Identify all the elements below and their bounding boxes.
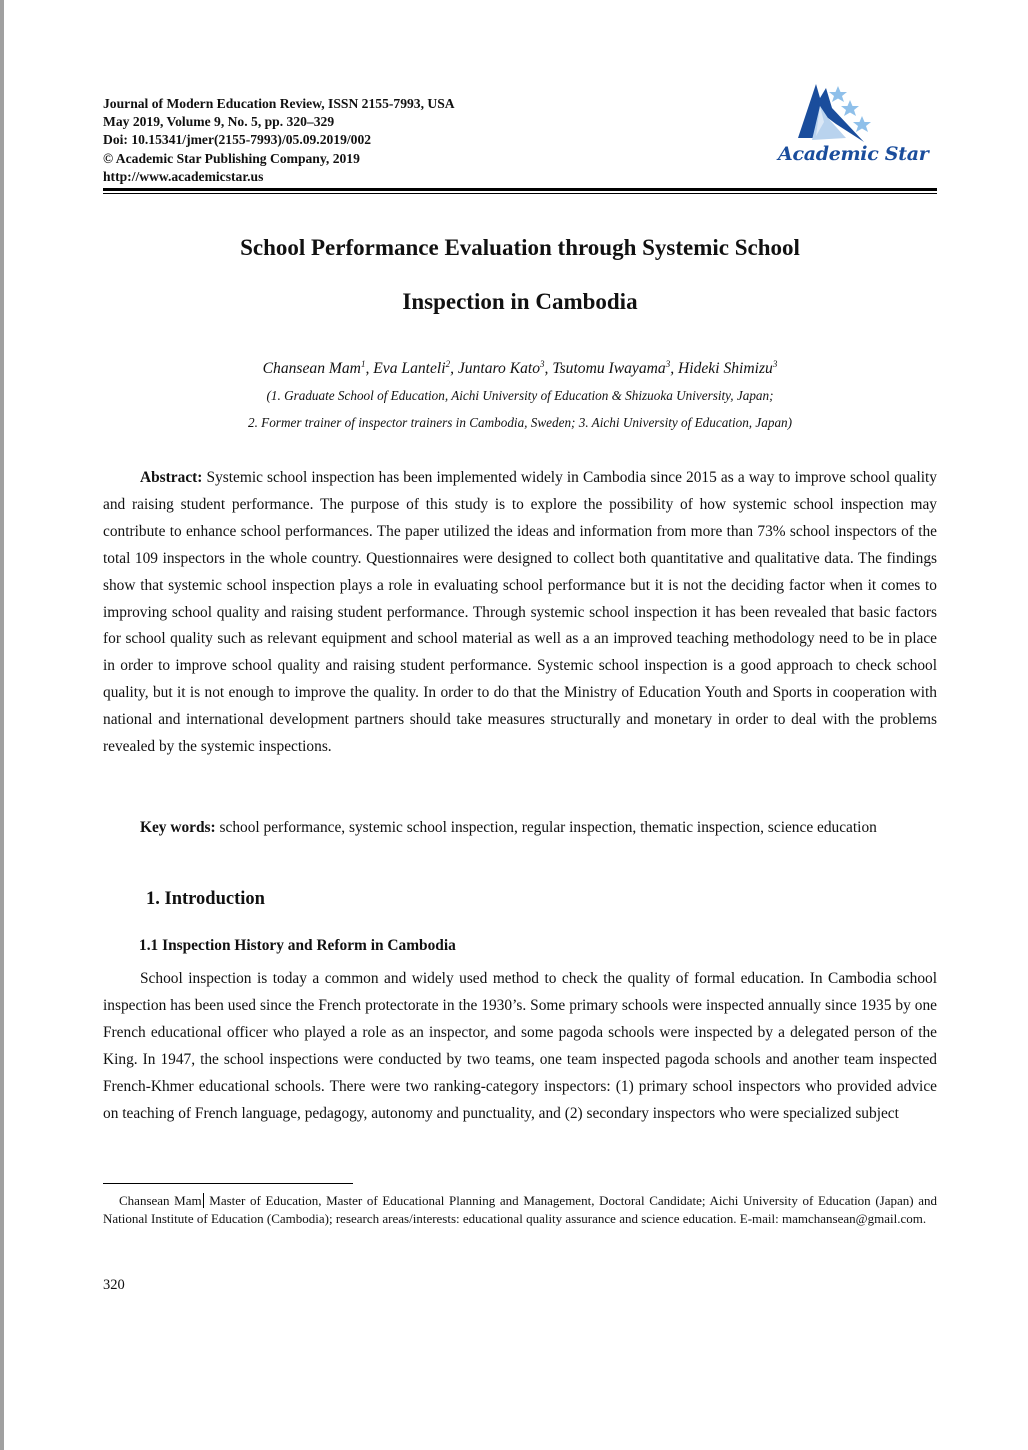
footnote-author-name: Chansean Mam [119, 1193, 202, 1208]
text-cursor [203, 1193, 204, 1208]
keywords-label: Key words: [140, 819, 216, 836]
academic-star-logo [776, 78, 942, 174]
author-affiliation-mark: 1 [360, 359, 366, 369]
introduction-text: School inspection is today a common and widely used method to check the quality of formal education. In Cambodia school inspection has been used since the French protectorate in the 1930’s. Some primary schools were inspected annually since 1935 by one French educational officer who played a role as an inspector, and some pagoda schools were inspected by a delegated person of the King. In 1947, the school inspections were conducted by two teams, one team inspected pagoda schools and another team inspected French-Khmer educational schools. There were two ranking-category inspectors: (1) primary school inspectors who provided advice on teaching of French language, pedagogy, autonomy and punctuality, and (2) secondary inspectors who were specialized subject [103, 970, 937, 1122]
section-heading-introduction: 1. Introduction [146, 889, 265, 909]
journal-line: May 2019, Volume 9, No. 5, pp. 320–329 [103, 114, 335, 130]
author-affiliation-mark: 2 [445, 359, 451, 369]
author-name: Tsutomu Iwayama [552, 360, 666, 377]
affiliation-line-1: (1. Graduate School of Education, Aichi University of Education & Shizuoka University, Japan; [266, 388, 774, 403]
footnote-text: Master of Education, Master of Educational Planning and Management, Doctoral Candidate; Aichi University of Education (Japan) and National Institute of Education (Cambodia); research areas/interests: educational quality assurance and science education. E-mail: mamchansean@gmail.com. [103, 1193, 937, 1226]
author-name: Juntaro Kato [457, 360, 541, 377]
introduction-paragraph [103, 966, 937, 1127]
author-name: Chansean Mam [262, 360, 361, 377]
author-affiliation-mark: 3 [540, 359, 545, 369]
footnote-separator [103, 1183, 353, 1184]
header-rule-thick [103, 188, 937, 191]
journal-info [103, 95, 455, 186]
logo-text: Academic Star [778, 143, 929, 165]
abstract-text: Systemic school inspection has been implemented widely in Cambodia since 2015 as a way to improve school quality and raising student performance. The purpose of this study is to explore the possibility of how systemic school inspection may contribute to enhance school performances. The paper utilized the ideas and information from more than 73% school inspectors of the total 109 inspectors in the whole country. Questionnaires were designed to collect both quantitative and qualitative data. The findings show that systemic school inspection plays a role in evaluating school performance but it is not the deciding factor when it comes to improving school quality and raising student performance. Through systemic school inspection it has been revealed that basic factors for school quality such as relevant equipment and school material as well as a an improved teaching methodology need to be in place in order to improve school quality and raising student performance. Systemic school inspection is a good approach to check school quality, but it is not enough to improve the quality. In order to do that the Ministry of Education Youth and Sports in cooperation with national and international development partners should take measures structurally and monetary in order to deal with the problems revealed by the systemic inspections. [103, 469, 937, 756]
journal-line: Journal of Modern Education Review, ISSN 2155-7993, USA [103, 96, 455, 111]
abstract [103, 465, 937, 761]
keywords [103, 815, 937, 842]
author-name: Hideki Shimizu [678, 360, 773, 377]
paper-title-line-2: Inspection in Cambodia [402, 289, 638, 314]
journal-line: © Academic Star Publishing Company, 2019 [103, 150, 360, 166]
abstract-label: Abstract: [140, 469, 203, 486]
author-name: Eva Lanteli [373, 360, 446, 377]
footnote [103, 1192, 937, 1228]
keywords-text: school performance, systemic school inspection, regular inspection, thematic inspection, science education [215, 819, 877, 836]
paper-title-line-1: School Performance Evaluation through Systemic School [240, 235, 800, 260]
mountain-stars-logo-icon [776, 78, 942, 148]
page-number: 320 [103, 1277, 125, 1293]
author-list: Chansean Mam$^1$, Eva Lanteli$^2$, Juntaro Kato$^3$, Tsutomu Iwayama$^3$, Hideki Shimizu$^3$ [262, 359, 778, 377]
author-affiliation-mark: 3 [665, 359, 671, 369]
journal-url: http://www.academicstar.us [103, 168, 264, 184]
header-rule-thin [103, 193, 937, 194]
journal-line: Doi: 10.15341/jmer(2155-7993)/05.09.2019/002 [103, 132, 372, 148]
affiliation-line-2: 2. Former trainer of inspector trainers in Cambodia, Sweden; 3. Aichi University of Education, Japan) [247, 415, 793, 430]
subsection-heading: 1.1 Inspection History and Reform in Cambodia [139, 937, 456, 954]
author-affiliation-mark: 3 [772, 359, 778, 369]
